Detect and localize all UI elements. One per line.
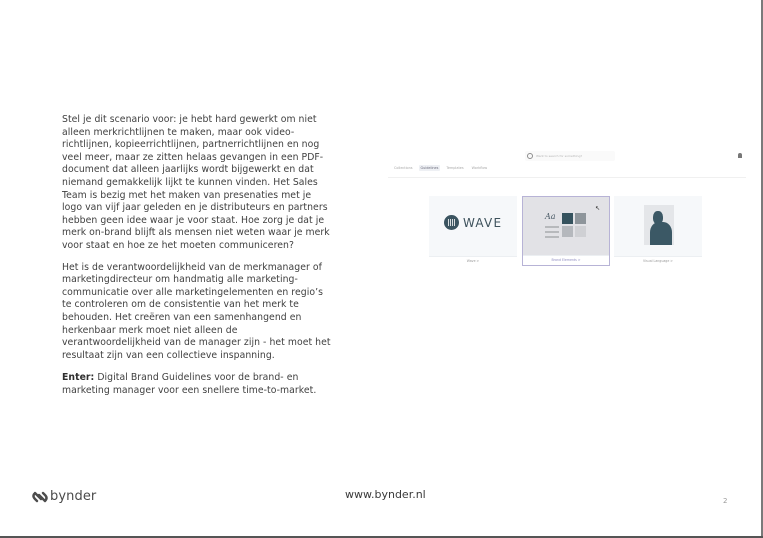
person-silhouette-icon [644, 205, 674, 245]
bynder-logo [32, 489, 96, 504]
wave-logo [444, 215, 502, 230]
bell-icon [738, 153, 742, 158]
color-swatch [575, 226, 586, 237]
tab-workflow: Workflow [471, 166, 488, 170]
text-line [545, 226, 559, 228]
search-bar [525, 151, 615, 161]
color-swatch [562, 213, 573, 224]
paragraph-enter [62, 372, 332, 397]
page-number: 2 [723, 497, 728, 505]
typography-glyph: Aa [545, 212, 556, 221]
color-swatch [575, 213, 586, 224]
enter-label: Enter: [62, 372, 95, 384]
body-text [62, 114, 332, 406]
color-swatch [562, 226, 573, 237]
footer-url[interactable]: www.bynder.nl [345, 488, 426, 501]
wave-wordmark: WAVE [463, 215, 503, 230]
paragraph-scenario: Stel je dit scenario voor: je hebt hard gewerkt om niet alleen merkrichtlijnen te maken, maar ook video-richtlijnen, kopieerrichtlijnen, partnerrichtlijnen en nog veel meer, maar ze zitten helaas gevangen in een PDF-document dat alleen jaarlijks wordt bijgewerkt en dat niemand gemakkelijk lijkt te kunnen vinden. Het Sales Team is bezig met het maken van presenaties met je logo van vijf jaar geleden en je distributeurs en partners hebben geen idee waar je voor staat. Hoe zorg je dat je merk on-brand blijft als mensen niet weten waar je merk voor staat en hoe ze het moeten communiceren? [62, 114, 330, 251]
tab-collections: Collections [394, 166, 413, 170]
card-wave [429, 196, 517, 266]
bynder-wordmark: bynder [50, 489, 97, 504]
app-tabs [392, 165, 489, 171]
soundwave-icon [444, 215, 459, 230]
card-label: Visual Language > [614, 256, 702, 266]
bynder-mark-icon [32, 491, 46, 503]
paragraph-responsibility: Het is de verantwoordelijkheid van de merkmanager of marketingdirecteur om handmatig alle marketing-communicatie over alle marketingelementen en regio’s te controleren om de consistentie van het merk te behouden. Het creëren van een samenhangend en herkenbaar merk moet niet alleen de verantwoordelijkheid van de manager zijn - het moet het resultaat zijn van een collectieve inspanning. [62, 261, 331, 361]
card-label: Wave > [429, 256, 517, 266]
search-icon [527, 153, 533, 159]
divider [388, 177, 746, 178]
text-line [545, 236, 559, 238]
embedded-app-screenshot [388, 148, 750, 273]
card-label: Brand Elements > [523, 255, 609, 265]
brand-elements-illustration [545, 212, 591, 242]
card-visual-language [614, 196, 702, 266]
cursor-icon: ↖ [595, 205, 601, 212]
text-line [545, 231, 559, 233]
tab-guidelines: Guidelines [420, 166, 439, 170]
tab-templates: Templates [446, 166, 464, 170]
enter-text: Digital Brand Guidelines voor de brand- en marketing manager voor een snellere time-to-market. [62, 372, 317, 396]
search-placeholder: Want to search for something? [536, 154, 583, 158]
silhouette-body [650, 222, 672, 245]
